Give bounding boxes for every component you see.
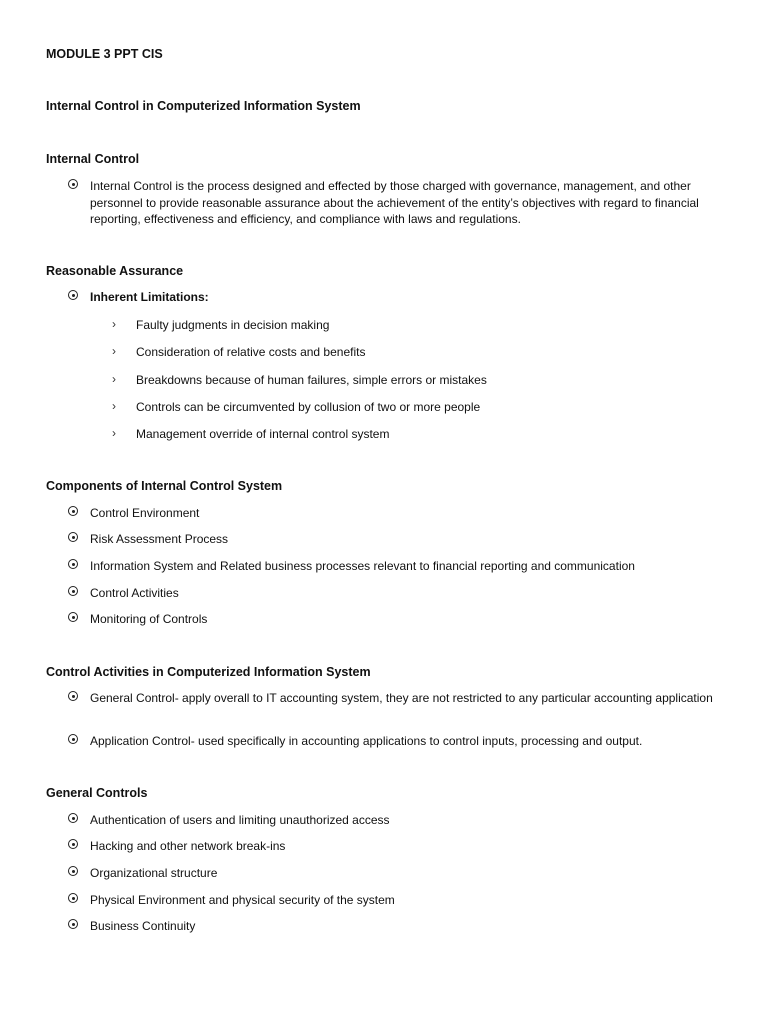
list-item-text: Control Activities xyxy=(90,586,179,600)
circle-bullet-icon xyxy=(68,839,78,849)
list-item-text: General Control- apply overall to IT accounting system, they are not restricted to any particular accounting application xyxy=(90,691,713,705)
list-item-text: Control Environment xyxy=(90,506,200,520)
list-item-text: Hacking and other network break-ins xyxy=(90,839,286,853)
sub-list-item-text: Consideration of relative costs and benefits xyxy=(136,345,366,359)
list-item xyxy=(68,892,728,909)
list-item-text: Internal Control is the process designed and effected by those charged with governance, management, and other personnel to provide reasonable assurance about the achievement of the entity’s objectives with regard to financial reporting, effectiveness and efficiency, and compliance with laws and regulations. xyxy=(90,179,699,226)
list-item xyxy=(68,865,728,882)
list-item xyxy=(68,733,728,750)
section-heading-reasonable-assurance: Reasonable Assurance xyxy=(46,264,184,278)
section-heading-internal-control: Internal Control xyxy=(46,152,140,166)
circle-bullet-icon xyxy=(68,813,78,823)
chevron-right-icon: › xyxy=(112,426,116,440)
list-item xyxy=(68,531,728,548)
section-heading-general-controls: General Controls xyxy=(46,786,148,800)
circle-bullet-icon xyxy=(68,866,78,876)
circle-bullet-icon xyxy=(68,612,78,622)
circle-bullet-icon xyxy=(68,691,78,701)
circle-bullet-icon xyxy=(68,734,78,744)
sub-list-item-text: Management override of internal control system xyxy=(136,427,390,441)
list-item-text: Information System and Related business processes relevant to financial reporting and communication xyxy=(90,559,635,573)
list-item-text: Organizational structure xyxy=(90,866,218,880)
list-item xyxy=(68,585,728,602)
document-title: MODULE 3 PPT CIS xyxy=(46,47,163,61)
circle-bullet-icon xyxy=(68,179,78,189)
list-item xyxy=(68,289,728,306)
list-item-text: Physical Environment and physical security of the system xyxy=(90,893,395,907)
chevron-right-icon: › xyxy=(112,317,116,331)
circle-bullet-icon xyxy=(68,559,78,569)
sub-list-item xyxy=(112,372,712,388)
sub-list-item xyxy=(112,426,712,442)
document-subtitle: Internal Control in Computerized Information System xyxy=(46,99,361,113)
sub-list-item xyxy=(112,399,712,415)
list-item-text: Risk Assessment Process xyxy=(90,532,229,546)
list-item xyxy=(68,505,728,522)
chevron-right-icon: › xyxy=(112,399,116,413)
chevron-right-icon: › xyxy=(112,344,116,358)
sub-list-item-text: Faulty judgments in decision making xyxy=(136,318,330,332)
circle-bullet-icon xyxy=(68,919,78,929)
list-item-text: Business Continuity xyxy=(90,919,196,933)
sub-list-item xyxy=(112,344,712,360)
circle-bullet-icon xyxy=(68,506,78,516)
section-heading-control-activities: Control Activities in Computerized Information System xyxy=(46,665,371,679)
list-item-text: Monitoring of Controls xyxy=(90,612,208,626)
list-item xyxy=(68,611,728,628)
circle-bullet-icon xyxy=(68,532,78,542)
chevron-right-icon: › xyxy=(112,372,116,386)
list-item xyxy=(68,812,728,829)
sub-list-item xyxy=(112,317,712,333)
list-item xyxy=(68,918,728,935)
list-item xyxy=(68,558,728,575)
circle-bullet-icon xyxy=(68,290,78,300)
circle-bullet-icon xyxy=(68,893,78,903)
list-item xyxy=(68,838,728,855)
circle-bullet-icon xyxy=(68,586,78,596)
list-item-text: Authentication of users and limiting unauthorized access xyxy=(90,813,390,827)
sub-list-item-text: Controls can be circumvented by collusion of two or more people xyxy=(136,400,481,414)
section-heading-components: Components of Internal Control System xyxy=(46,479,283,493)
list-item-text: Inherent Limitations: xyxy=(90,290,209,304)
sub-list-item-text: Breakdowns because of human failures, simple errors or mistakes xyxy=(136,373,487,387)
list-item xyxy=(68,178,728,228)
list-item xyxy=(68,690,728,707)
list-item-text: Application Control- used specifically in accounting applications to control inputs, processing and output. xyxy=(90,734,643,748)
